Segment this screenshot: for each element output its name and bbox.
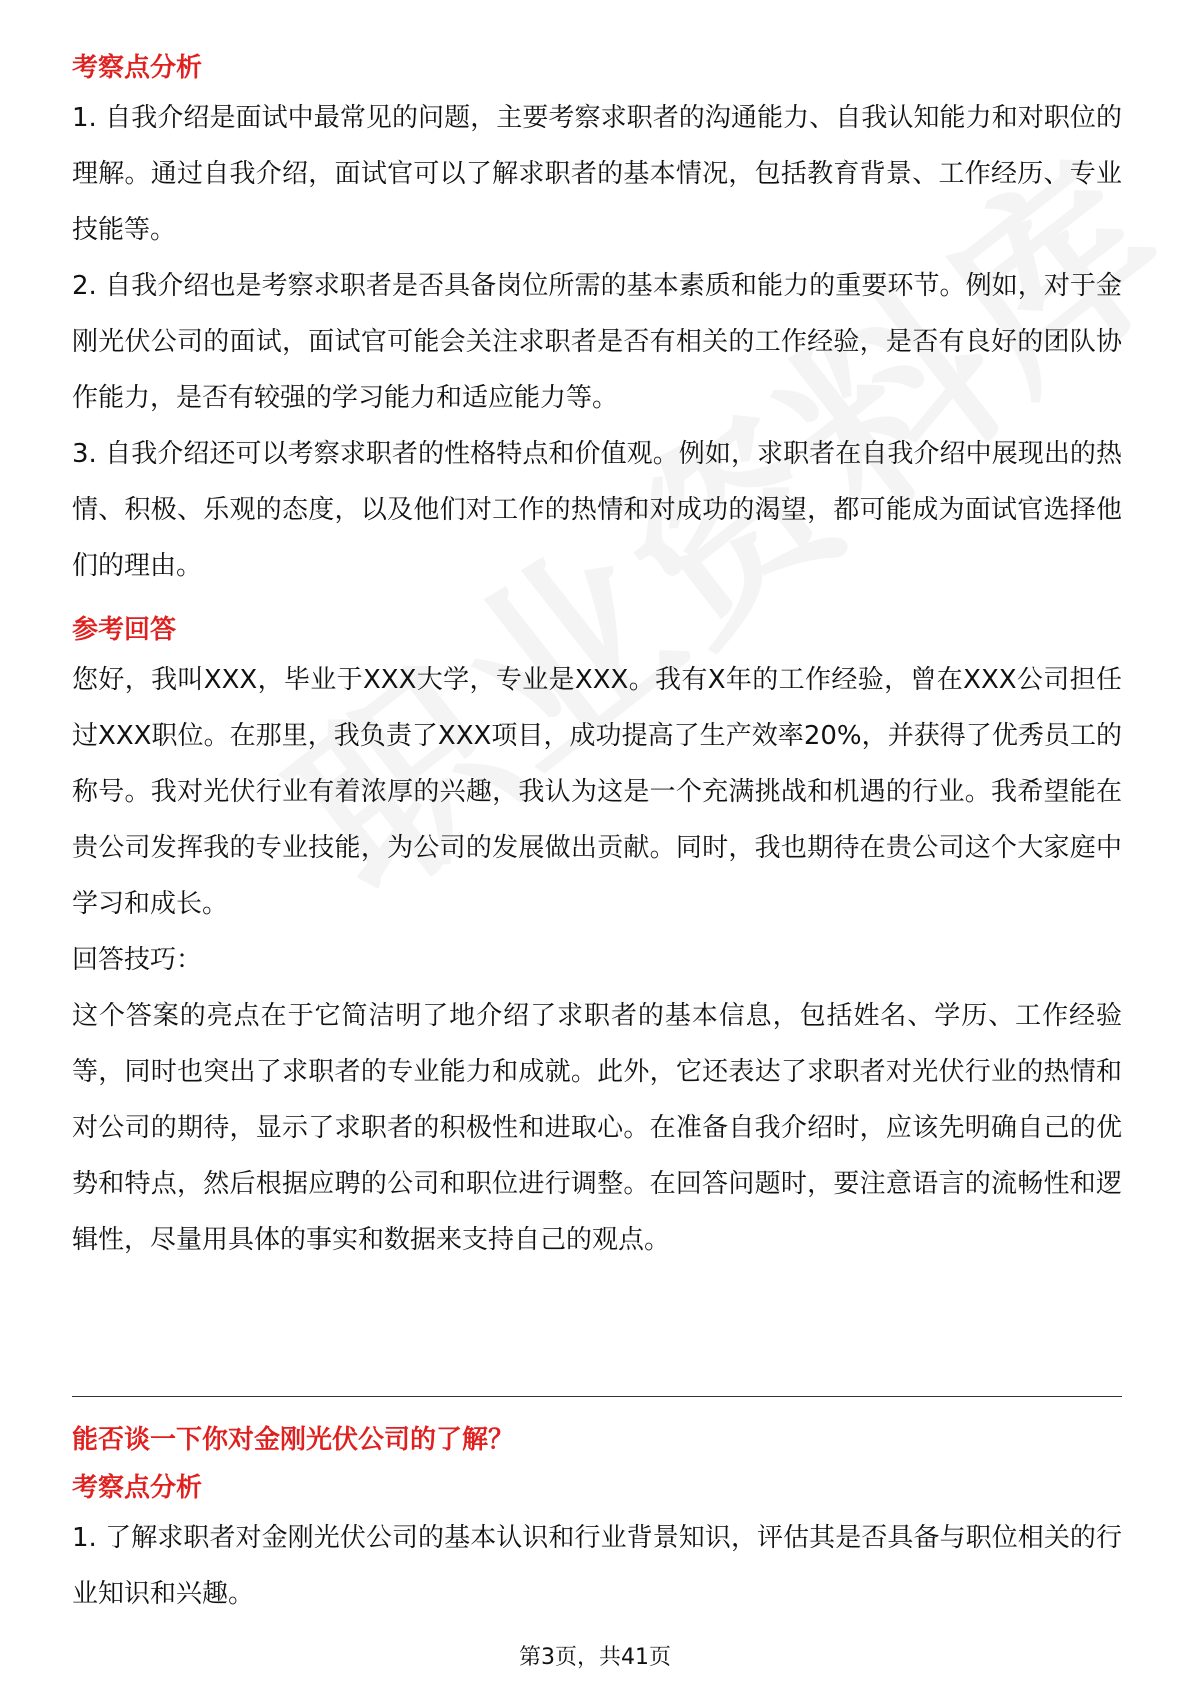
analysis-heading: 考察点分析 bbox=[72, 53, 203, 83]
tips-text: 这个答案的亮点在于它简洁明了地介绍了求职者的基本信息，包括姓名、学历、工作经验等，同时也突出了求职者的专业能力和成就。此外，它还表达了求职者对光伏行业的热情和对公司的期待，显示了求职者的积极性和进取心。在准备自我介绍时，应该先明确自己的优势和特点，然后根据应聘的公司和职位进行调整。在回答问题时，要注意语言的流畅性和逻辑性，尽量用具体的事实和数据来支持自己的观点。 bbox=[72, 1001, 1122, 1255]
tips-label: 回答技巧： bbox=[72, 945, 203, 975]
analysis-point-2-1: 1. 了解求职者对金刚光伏公司的基本认识和行业背景知识，评估其是否具备与职位相关的行业知识和兴趣。 bbox=[72, 1523, 1122, 1609]
analysis-point-3: 3. 自我介绍还可以考察求职者的性格特点和价值观。例如，求职者在自我介绍中展现出的热情、积极、乐观的态度，以及他们对工作的热情和对成功的渴望，都可能成为面试官选择他们的理由。 bbox=[72, 439, 1122, 581]
analysis-point-1: 1. 自我介绍是面试中最常见的问题，主要考察求职者的沟通能力、自我认知能力和对职位的理解。通过自我介绍，面试官可以了解求职者的基本情况，包括教育背景、工作经历、专业技能等。 bbox=[72, 103, 1122, 245]
section-1 bbox=[72, 46, 1122, 1268]
section-divider bbox=[72, 1396, 1122, 1397]
page-number: 第3页，共41页 bbox=[519, 1645, 671, 1670]
analysis-heading-2: 考察点分析 bbox=[72, 1473, 203, 1503]
analysis-point-2: 2. 自我介绍也是考察求职者是否具备岗位所需的基本素质和能力的重要环节。例如，对于金刚光伏公司的面试，面试官可能会关注求职者是否有相关的工作经验，是否有良好的团队协作能力，是否有较强的学习能力和适应能力等。 bbox=[72, 271, 1122, 413]
answer-text: 您好，我叫XXX，毕业于XXX大学，专业是XXX。我有X年的工作经验，曾在XXX公司担任过XXX职位。在那里，我负责了XXX项目，成功提高了生产效率20%，并获得了优秀员工的称号。我对光伏行业有着浓厚的兴趣，我认为这是一个充满挑战和机遇的行业。我希望能在贵公司发挥我的专业技能，为公司的发展做出贡献。同时，我也期待在贵公司这个大家庭中学习和成长。 bbox=[72, 665, 1122, 919]
answer-heading: 参考回答 bbox=[72, 615, 177, 645]
question-title: 能否谈一下你对金刚光伏公司的了解？ bbox=[72, 1425, 515, 1455]
section-2 bbox=[72, 1414, 1122, 1622]
